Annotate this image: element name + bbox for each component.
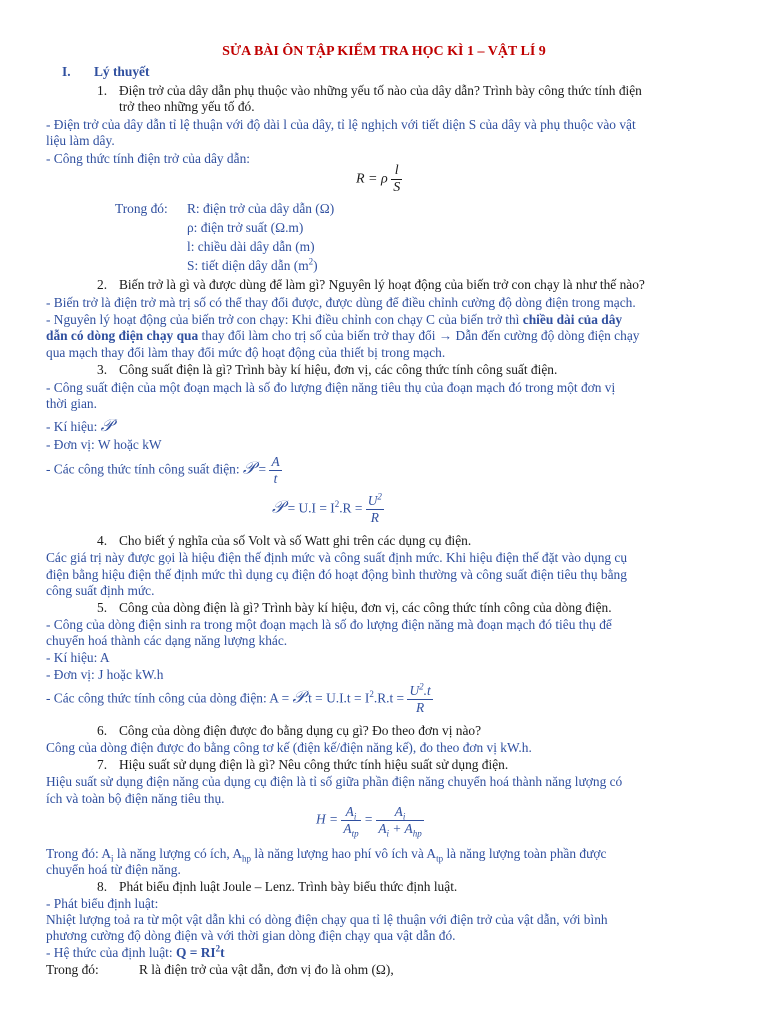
answer-2-bold: chiều dài của dây xyxy=(522,312,623,327)
answer-2-line-4: qua mạch thay đổi làm thay đổi mức độ hoạt động của thiết bị trong mạch. xyxy=(46,345,446,360)
power-formula-2-a: = U.I = I xyxy=(284,500,335,516)
question-1-text: Điện trở của dây dẫn phụ thuộc vào những yếu tố nào của dây dẫn? Trình bày công thức tính điện xyxy=(119,83,642,98)
denominator-a: A xyxy=(343,821,352,836)
definition-area xyxy=(187,258,318,274)
resistance-formula-lhs: R = ρ xyxy=(356,171,388,187)
answer-2-text-cont: thay đổi làm cho trị số của biến trở thay đổi xyxy=(198,328,439,343)
answer-4-line-1: Các giá trị này được gọi là hiệu điện thế định mức và công suất định mức. Khi hiệu điện thế đặt vào dụng cụ xyxy=(46,550,628,565)
numerator-sup: 2 xyxy=(419,681,424,692)
answer-2-text: - Nguyên lý hoạt động của biến trở con chạy: Khi điều chỉnh con chạy C của biến trở thì xyxy=(46,312,523,327)
question-6-number: 6. xyxy=(97,723,108,738)
efficiency-fraction-2 xyxy=(376,804,423,837)
question-7-number: 7. xyxy=(97,757,108,772)
fraction-denominator: t xyxy=(269,470,281,487)
power-symbol-work: 𝒫 xyxy=(292,687,305,708)
document-title: SỬA BÀI ÔN TẬP KIỂM TRA HỌC KÌ 1 – VẬT LÍ 9 xyxy=(222,44,546,59)
work-formula xyxy=(46,683,433,716)
resistance-formula xyxy=(356,163,402,196)
work-unit-line: - Đơn vị: J hoặc kW.h xyxy=(46,667,164,682)
power-symbol-line xyxy=(46,418,113,435)
answer-4-line-2: điện bằng hiệu điện thế định mức thì dụng cụ điện đó hoạt động bình thường và công suất điện tiêu thụ bằng xyxy=(46,567,627,582)
question-6-text: Công của dòng điện được đo bằng dụng cụ gì? Đo theo đơn vị nào? xyxy=(119,723,482,738)
where-b: là năng lượng có ích, A xyxy=(113,846,243,861)
numerator-u: U xyxy=(409,683,420,698)
answer-8-where-label: Trong đó: xyxy=(46,962,99,977)
efficiency-formula-lhs: H = xyxy=(316,811,342,827)
answer-8-line-2: Nhiệt lượng toả ra từ một vật dẫn khi có dòng điện chạy qua tỉ lệ thuận với điện trở của vật dẫn, với bình xyxy=(46,912,608,927)
numerator-sup: 2 xyxy=(377,491,382,502)
question-3-number: 3. xyxy=(97,362,108,377)
answer-1-line-3: - Công thức tính điện trở của dây dẫn: xyxy=(46,151,250,166)
answer-2-bold-cont: dẫn có dòng điện chạy qua xyxy=(46,328,199,343)
fraction-denominator: S xyxy=(393,180,401,195)
section-heading: Lý thuyết xyxy=(94,64,150,79)
question-8-number: 8. xyxy=(97,879,108,894)
where-a: Trong đó: A xyxy=(46,846,111,861)
section-number: I. xyxy=(62,64,71,79)
where-c: là năng lượng hao phí vô ích và A xyxy=(251,846,437,861)
answer-1-line-1: - Điện trở của dây dẫn tỉ lệ thuận với độ dài l của dây, tỉ lệ nghịch với tiết diện S của dây và phụ thuộc vào vật xyxy=(46,117,636,132)
question-4-number: 4. xyxy=(97,533,108,548)
numerator-sub: i xyxy=(402,811,406,822)
fraction-denominator: R xyxy=(366,509,384,526)
power-formula-2-sup: 2 xyxy=(334,499,340,510)
resistance-formula-fraction xyxy=(391,163,402,196)
arrow-icon: → xyxy=(438,328,453,343)
denominator-sub-i: i xyxy=(386,828,390,839)
question-5-number: 5. xyxy=(97,600,108,615)
denominator-plus-a: + A xyxy=(389,821,413,836)
law-formula xyxy=(176,945,225,960)
answer-5-line-1: - Công của dòng điện sinh ra trong một đoạn mạch là số đo lượng điện năng mà đoạn mạch đó tiêu thụ để xyxy=(46,617,612,632)
power-formula-2-fraction xyxy=(366,493,384,526)
where-d: là năng lượng toàn phần được xyxy=(443,846,607,861)
efficiency-formula xyxy=(316,804,424,837)
definition-length: l: chiều dài dây dẫn (m) xyxy=(187,239,315,254)
power-formula-label: - Các công thức tính công suất điện: xyxy=(46,461,243,477)
answer-2-line-2 xyxy=(46,312,622,328)
efficiency-fraction-1 xyxy=(341,804,360,837)
power-unit-line: - Đơn vị: W hoặc kW xyxy=(46,437,162,452)
denominator-sub-hp: hp xyxy=(412,828,422,839)
answer-1-line-2: liệu làm dây. xyxy=(46,133,115,148)
question-4-text: Cho biết ý nghĩa của số Volt và số Watt ghi trên các dụng cụ điện. xyxy=(119,533,472,548)
law-formula-label: - Hệ thức của định luật: xyxy=(46,945,176,960)
answer-7-line-2: ích và toàn bộ điện năng tiêu thụ. xyxy=(46,791,225,806)
question-1-number: 1. xyxy=(97,83,108,98)
power-symbol-formula: 𝒫 xyxy=(242,458,256,479)
answer-8-line-3: phương cường độ dòng điện và với thời gian dòng điện chạy qua vật dẫn đó. xyxy=(46,928,456,943)
where-sub-hp: hp xyxy=(242,853,252,864)
power-symbol-formula-2: 𝒫 xyxy=(272,497,285,518)
power-symbol-label: - Kí hiệu: xyxy=(46,419,101,434)
answer-4-line-3: công suất định mức. xyxy=(46,583,155,598)
fraction-numerator xyxy=(376,804,423,820)
work-formula-fraction xyxy=(407,683,432,716)
question-7-text: Hiệu suất sử dụng điện là gì? Nêu công thức tính hiệu suất sử dụng điện. xyxy=(119,757,509,772)
definition-area-text: S: tiết diện dây dẫn (m xyxy=(187,258,309,273)
work-formula-a: .t = U.I.t = I xyxy=(304,690,370,706)
answer-5-line-2: chuyển hoá thành các dạng năng lượng khác. xyxy=(46,633,288,648)
definition-area-sup: 2 xyxy=(308,256,314,267)
fraction-numerator xyxy=(341,804,360,820)
work-symbol-line: - Kí hiệu: A xyxy=(46,650,110,665)
fraction-denominator xyxy=(376,820,423,837)
fraction-denominator xyxy=(341,820,360,837)
denominator-a-i: A xyxy=(378,821,387,836)
answer-2-result: Dẫn đến cường độ dòng điện chạy xyxy=(452,328,640,343)
fraction-numerator xyxy=(407,683,432,699)
answer-8-where-text: R là điện trở của vật dẫn, đơn vị đo là ohm (Ω), xyxy=(139,962,394,977)
fraction-denominator: R xyxy=(407,699,432,716)
power-formula-eq: = xyxy=(255,461,270,477)
answer-3-line-1: - Công suất điện của một đoạn mạch là số đo lượng điện năng tiêu thụ của đoạn mạch đó trong một đơn vị xyxy=(46,380,616,395)
question-2-text: Biến trở là gì và được dùng để làm gì? Nguyên lý hoạt động của biến trở con chạy là như thế nào? xyxy=(119,277,645,292)
question-1-text-cont: trở theo những yếu tố đó. xyxy=(119,99,255,114)
answer-8-line-1: - Phát biểu định luật: xyxy=(46,896,159,911)
work-formula-sup: 2 xyxy=(369,689,374,700)
answer-7-where-2: chuyển hoá từ điện năng. xyxy=(46,862,181,877)
numerator-t: .t xyxy=(423,683,431,698)
fraction-numerator: l xyxy=(394,163,399,178)
question-2-number: 2. xyxy=(97,277,108,292)
answer-2-line-1: - Biến trở là điện trở mà trị số có thể thay đổi được, được dùng để điều chỉnh cường độ dòng điện trong mạch. xyxy=(46,295,636,310)
law-formula-t: t xyxy=(220,945,225,960)
work-formula-label: - Các công thức tính công của dòng điện: A = xyxy=(46,690,293,706)
question-3-text: Công suất điện là gì? Trình bày kí hiệu, đơn vị, các công thức tính công suất điện. xyxy=(119,362,558,377)
law-formula-text: Q = RI xyxy=(175,945,216,960)
fraction-numerator: A xyxy=(271,454,280,469)
answer-7-line-1: Hiệu suất sử dụng điện năng của dụng cụ điện là tỉ số giữa phần điện năng chuyển hoá thành năng lượng có xyxy=(46,774,623,789)
power-symbol: 𝒫 xyxy=(100,416,113,436)
numerator-a: A xyxy=(345,804,354,819)
question-8-text: Phát biểu định luật Joule – Lenz. Trình bày biểu thức định luật. xyxy=(119,879,458,894)
efficiency-formula-eq: = xyxy=(360,811,377,827)
numerator-sub: i xyxy=(353,811,357,822)
power-formula-2 xyxy=(272,493,384,526)
definition-r: R: điện trở của dây dẫn (Ω) xyxy=(187,201,335,216)
power-formula-1 xyxy=(46,454,282,487)
question-5-text: Công của dòng điện là gì? Trình bày kí hiệu, đơn vị, các công thức tính công của dòng điện. xyxy=(119,600,612,615)
numerator-u: U xyxy=(367,493,378,508)
fraction-numerator xyxy=(366,493,384,509)
law-formula-sup: 2 xyxy=(215,943,221,954)
denominator-sub: tp xyxy=(351,828,359,839)
answer-3-line-2: thời gian. xyxy=(46,396,97,411)
answer-6-line-1: Công của dòng điện được đo bằng công tơ kế (điện kế/điện năng kế), đo theo đơn vị kW.h. xyxy=(46,740,532,755)
where-sub-i: i xyxy=(111,853,114,864)
definition-label: Trong đó: xyxy=(115,201,168,216)
answer-2-line-3 xyxy=(46,328,639,344)
definition-rho: ρ: điện trở suất (Ω.m) xyxy=(187,220,304,235)
power-formula-2-b: .R = xyxy=(339,500,366,516)
numerator-a: A xyxy=(394,804,403,819)
definition-area-close: ) xyxy=(313,258,318,273)
work-formula-b: .R.t = xyxy=(373,690,408,706)
where-sub-tp: tp xyxy=(436,853,444,864)
answer-8-line-4 xyxy=(46,945,225,961)
power-formula-fraction xyxy=(269,454,281,487)
answer-7-where-1 xyxy=(46,846,606,862)
